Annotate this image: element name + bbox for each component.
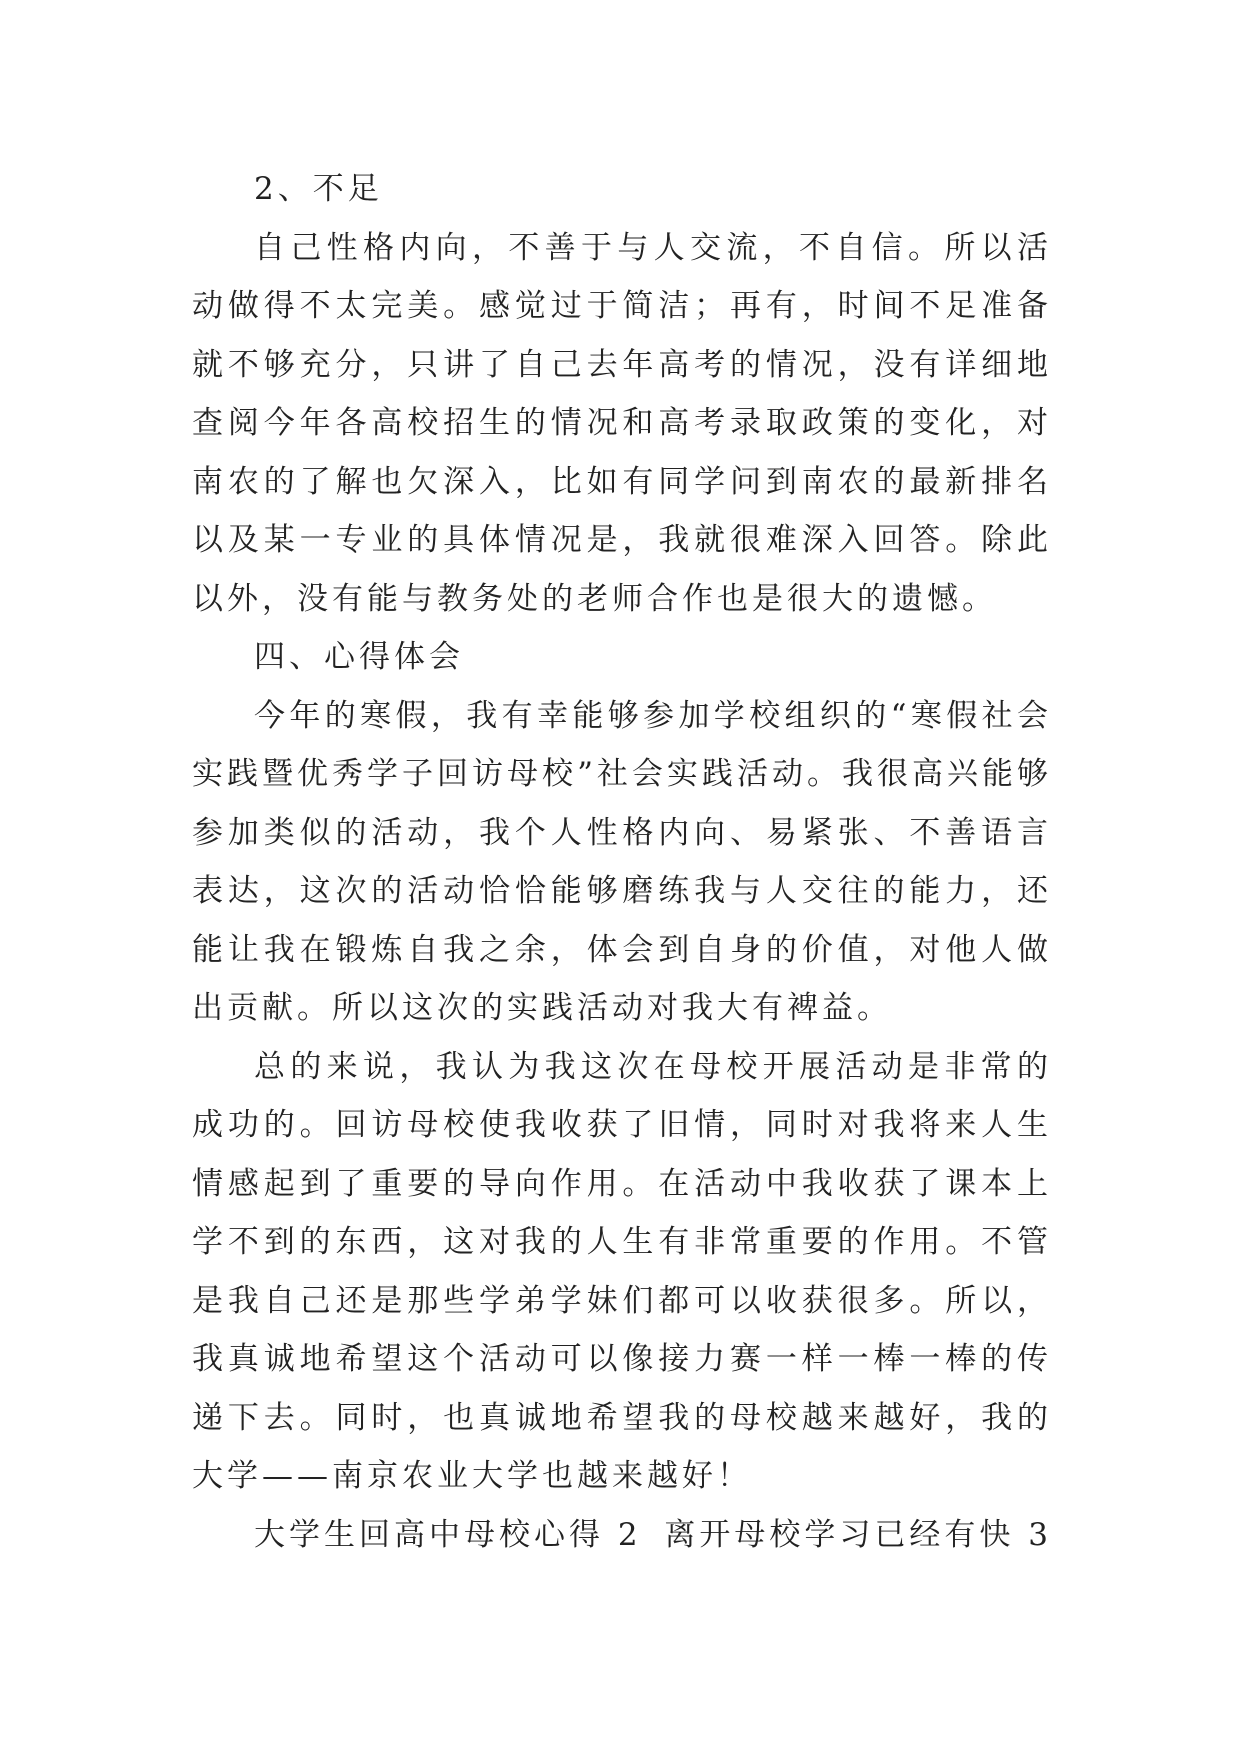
section-heading-experience: 四、心得体会	[254, 639, 464, 675]
paragraph-summary: 总的来说，我认为我这次在母校开展活动是非常的成功的。回访母校使我收获了旧情，同时对我将来人生情感起到了重要的导向作用。在活动中我收获了课本上学不到的东西，这对我的人生有非常重要的作用。不管是我自己还是那些学弟学妹们都可以收获很多。所以，我真诚地希望这个活动可以像接力赛一样一棒一棒的传递下去。同时，也真诚地希望我的母校越来越好，我的大学——南京农业大学也越来越好！	[192, 1048, 1052, 1494]
paragraph-experience: 今年的寒假，我有幸能够参加学校组织的“寒假社会实践暨优秀学子回访母校”社会实践活动。我很高兴能够参加类似的活动，我个人性格内向、易紧张、不善语言表达，这次的活动恰恰能够磨练我与人交往的能力，还能让我在锻炼自我之余，体会到自身的价值，对他人做出贡献。所以这次的实践活动对我大有裨益。	[192, 697, 1052, 1026]
paragraph-shortcoming: 自己性格内向，不善于与人交流，不自信。所以活动做得不太完美。感觉过于简洁；再有，时间不足准备就不够充分，只讲了自己去年高考的情况，没有详细地查阅今年各高校招生的情况和高考录取政策的变化，对南农的了解也欠深入，比如有同学问到南农的最新排名以及某一专业的具体情况是，我就很难深入回答。除此以外，没有能与教务处的老师合作也是很大的遗憾。	[192, 229, 1052, 617]
next-article-title: 大学生回高中母校心得 2	[254, 1516, 642, 1553]
next-article-opening: 离开母校学习已经有快 3	[664, 1516, 1052, 1553]
document-body	[192, 160, 1052, 1564]
section-heading-shortcoming: 2、不足	[254, 171, 383, 207]
next-article-line	[192, 1506, 1052, 1565]
